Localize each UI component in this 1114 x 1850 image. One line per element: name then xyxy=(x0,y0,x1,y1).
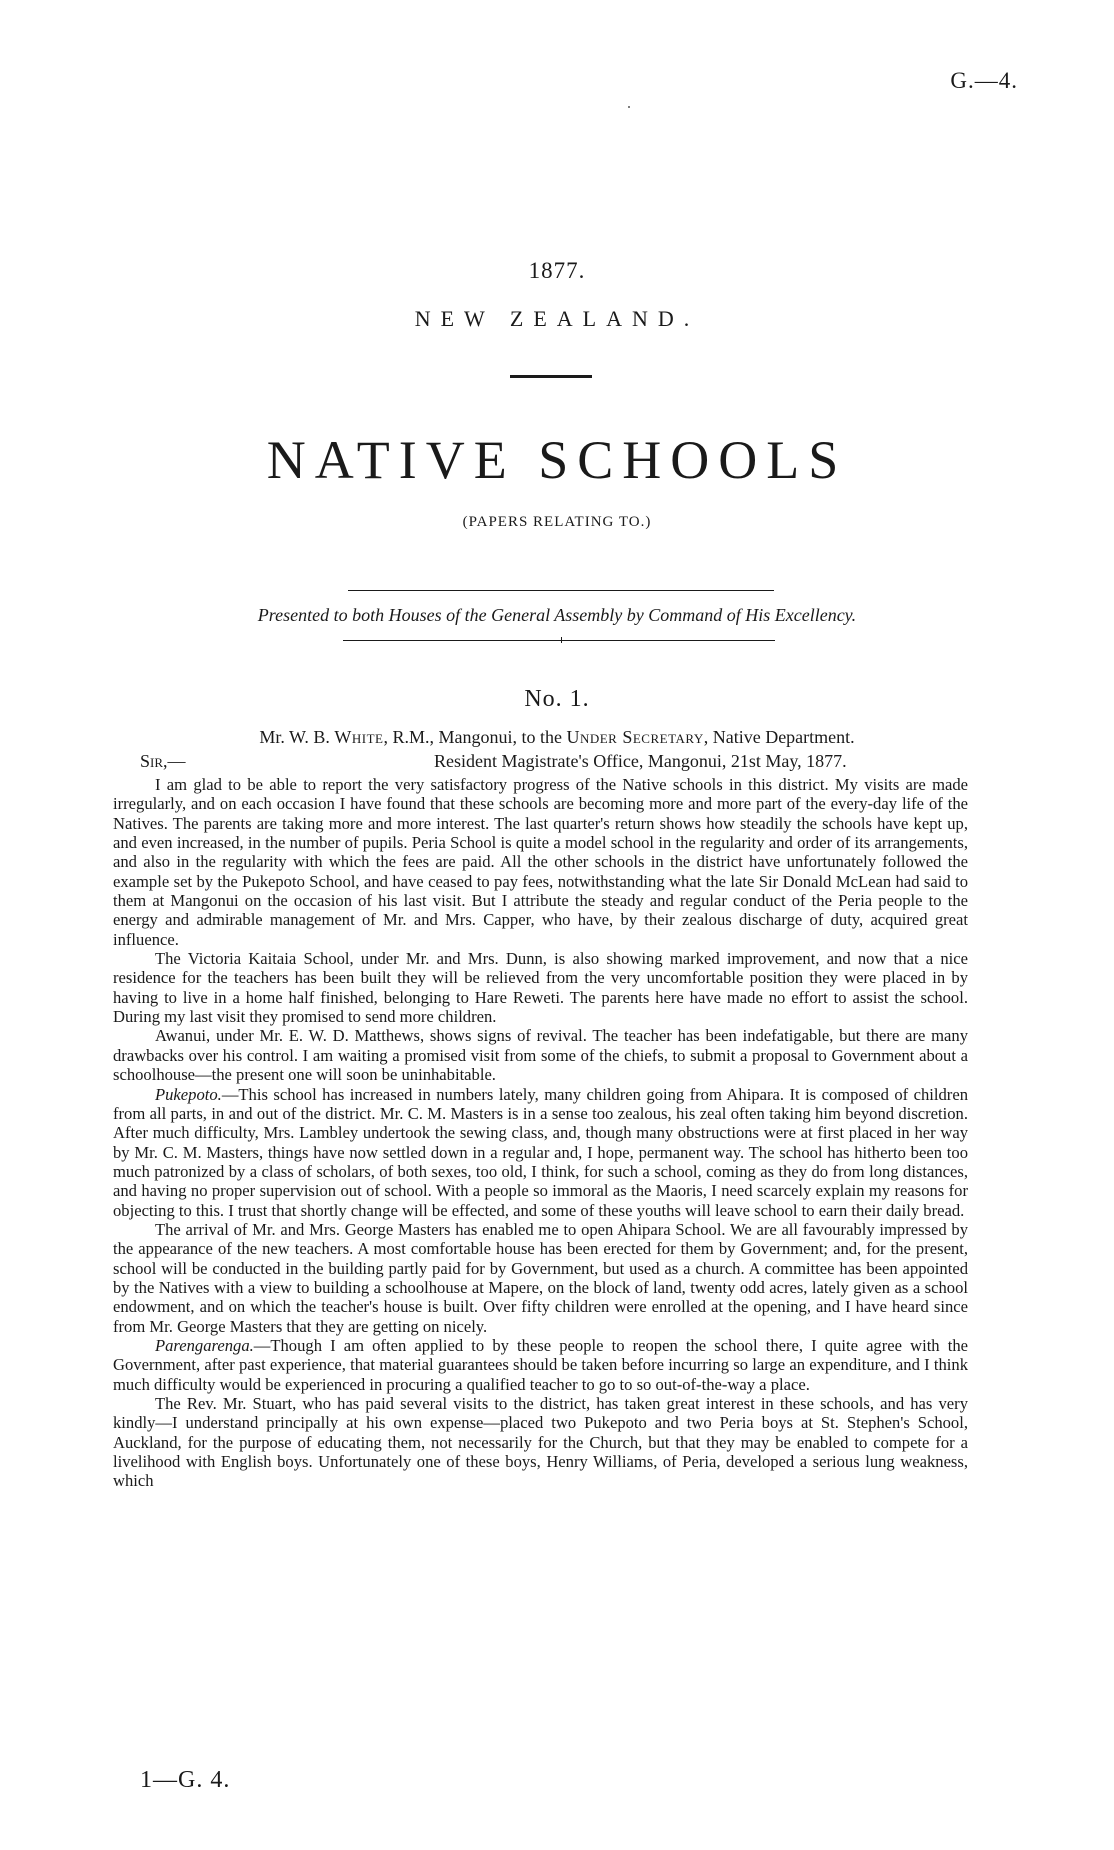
paragraph-4-lead: Pukepoto. xyxy=(155,1084,222,1104)
letter-body xyxy=(113,775,968,1491)
paragraph-6-lead: Parengarenga. xyxy=(155,1335,254,1355)
dateline: Resident Magistrate's Office, Mangonui, 21st May, 1877. xyxy=(434,751,847,771)
paragraph-6-text: —Though I am often applied to by these people to reopen the school there, I quite agree with the Government, after past experience, that material guarantees should be taken before incurring so large an expenditure, and I think much difficulty would be experienced in procuring a qualified teacher to go to so out-of-the-way a place. xyxy=(113,1335,968,1394)
address-prefix: Mr. W. B. xyxy=(259,727,335,747)
divider-tick xyxy=(561,637,562,643)
letter-address xyxy=(0,727,1114,748)
paragraph-6 xyxy=(113,1336,968,1394)
paper-code: G.—4. xyxy=(950,68,1018,93)
document-subtitle: (PAPERS RELATING TO.) xyxy=(462,514,652,530)
short-rule xyxy=(510,375,592,378)
recipient-title: Under Secretary xyxy=(566,727,704,747)
year-heading: 1877. xyxy=(528,258,586,283)
paragraph-1: I am glad to be able to report the very satisfactory progress of the Native schools in this district. My visits are made irregularly, and on each occasion I have found that these schools are becoming more and more part of the every-day life of the Natives. The parents are taking more and more interest. The last quarter's return shows how steadily the schools have kept up, and even increased, in the number of pupils. Peria School is quite a model school in the regularity and order of its arrangements, and also in the regularity with which the fees are paid. All the other schools in the district have unfortunately followed the example set by the Pukepoto School, and have ceased to pay fees, notwithstanding what the late Sir Donald McLean had said to them at Mangonui on the occasion of his last visit. But I attribute the steady and regular conduct of the Peria people to the energy and admirable management of Mr. and Mrs. Capper, who have, by their zealous discharge of duty, acquired great influence. xyxy=(113,775,968,949)
paragraph-4-text: —This school has increased in numbers lately, many children going from Ahipara. It is composed of children from all parts, in and out of the district. Mr. C. M. Masters is in a sense too zealous, his zeal often taking him beyond discretion. After much difficulty, Mrs. Lambley undertook the sewing class, and, though many obstructions were at first placed in her way by Mr. C. M. Masters, things have now settled down in a regular and, I hope, permanent way. The school has hitherto been too much patronized by a class of scholars, of both sexes, too old, I think, for such a school, coming as they do from long distances, and having no proper supervision out of school. With a people so immoral as the Maoris, I need scarcely explain my reasons for objecting to this. I trust that shortly change will be effected, and some of these youths will leave school to earn their daily bread. xyxy=(113,1084,968,1220)
presented-line: Presented to both Houses of the General Assembly by Command of His Excellency. xyxy=(257,605,857,625)
paragraph-4 xyxy=(113,1085,968,1220)
letter-number: No. 1. xyxy=(524,686,590,712)
page-signature: 1—G. 4. xyxy=(140,1767,231,1793)
salutation: Sir,— xyxy=(140,751,186,771)
document-title: NATIVE SCHOOLS xyxy=(266,430,848,490)
salutation-line xyxy=(140,751,966,775)
divider-bottom xyxy=(343,640,775,641)
paragraph-3: Awanui, under Mr. E. W. D. Matthews, shows signs of revival. The teacher has been indefatigable, but there are many drawbacks over his control. I am waiting a promised visit from some of the chiefs, to submit a proposal to Government about a schoolhouse—the present one will soon be uninhabitable. xyxy=(113,1026,968,1085)
country-heading: NEW ZEALAND. xyxy=(414,306,700,331)
divider-top xyxy=(348,590,774,591)
author-name: White xyxy=(334,727,384,747)
address-suffix: , Native Department. xyxy=(703,727,855,747)
paragraph-7: The Rev. Mr. Stuart, who has paid several visits to the district, has taken great interest in these schools, and has very kindly—I understand principally at his own expense—placed two Pukepoto and two Peria boys at St. Stephen's School, Auckland, for the purpose of educating them, not necessarily for the Church, but that they may be enabled to compete for a livelihood with English boys. Unfortunately one of these boys, Henry Williams, of Peria, developed a serious lung weakness, which xyxy=(113,1394,968,1491)
paragraph-5: The arrival of Mr. and Mrs. George Masters has enabled me to open Ahipara School. We are all favourably impressed by the appearance of the new teachers. A most comfortable house has been erected for them by Government; and, for the present, school will be conducted in the building partly paid for by Government, but used as a church. A committee has been appointed by the Natives with a view to building a schoolhouse at Mapere, on the block of land, twenty odd acres, lately given as a school endowment, and on which the teacher's house is built. Over fifty children were enrolled at the opening, and I have heard since from Mr. George Masters that they are getting on nicely. xyxy=(113,1219,968,1336)
address-middle: , R.M., Mangonui, to the xyxy=(383,727,567,747)
paragraph-2: The Victoria Kaitaia School, under Mr. and Mrs. Dunn, is also showing marked improvement, and now that a nice residence for the teachers has been built they will be relieved from the very uncomfortable position they were placed in by having to live in a home half finished, belonging to Hare Reweti. The parents here have made no effort to assist the school. During my last visit they promised to send more children. xyxy=(113,949,968,1027)
print-speck xyxy=(628,106,630,108)
